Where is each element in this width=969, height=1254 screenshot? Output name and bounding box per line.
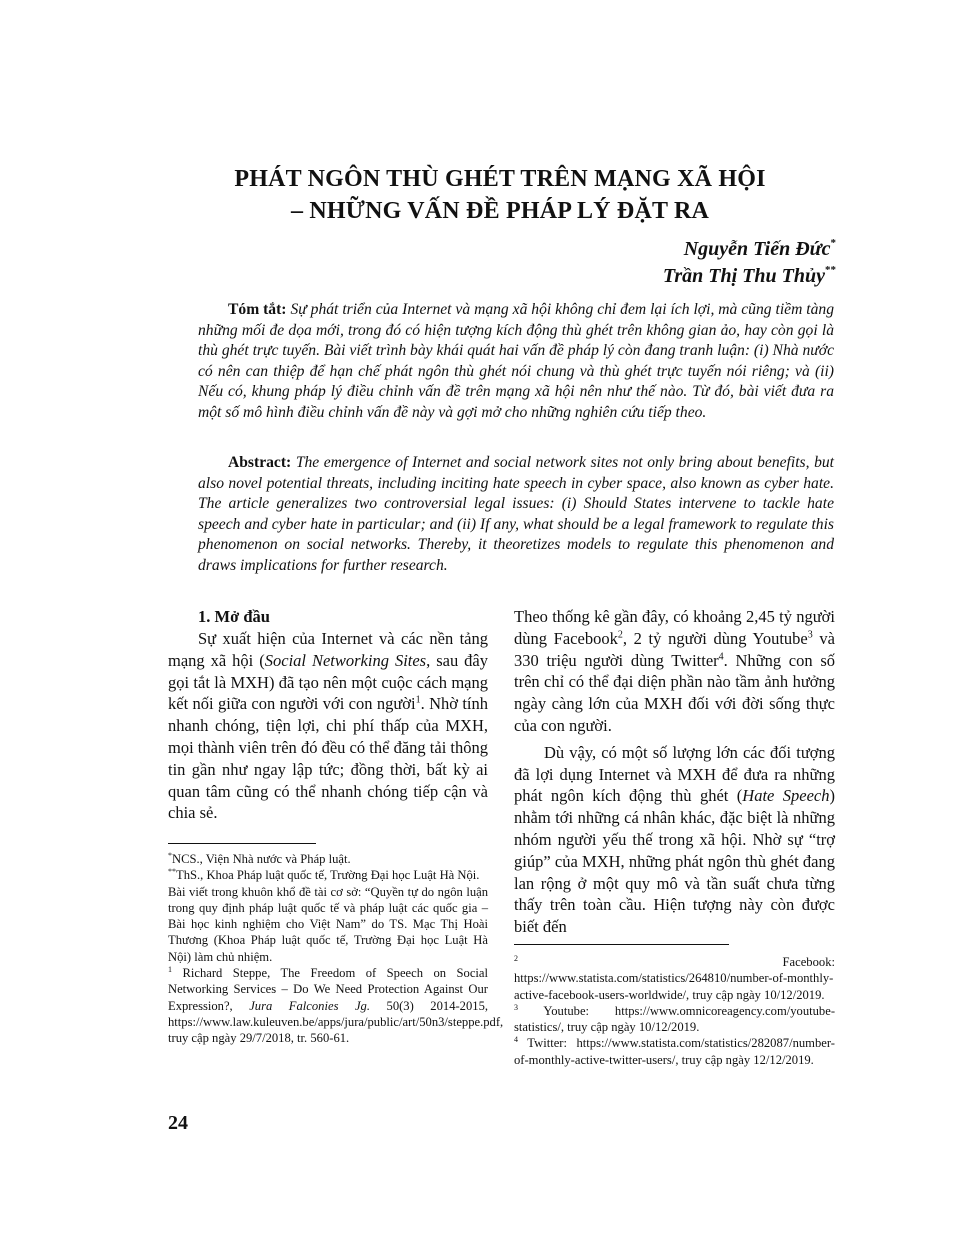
footnote-project: Bài viết trong khuôn khổ đề tài cơ sở: “Quyền tự do ngôn luận trong quy định pháp luật quốc tế và pháp luật các quốc gia – Bài học kinh nghiệm cho Việt Nam” do TS. Mạc Thị Hoài Thương (Khoa Pháp luật quốc tế, Trường Đại học Luật Hà Nội) làm chủ nhiệm. [168,884,488,964]
footnote-ref: 4 [718,651,724,663]
paper-title [160,163,840,227]
abstract-vietnamese-text: Sự phát triển của Internet và mạng xã hội không chỉ đem lại ích lợi, mà cũng tiềm tàng những mối đe dọa mới, trong đó có hiện tượng kích động thù ghét trên không gian ảo, hay còn gọi là thù ghét trực tuyến. Bài viết trình bày khái quát hai vấn đề pháp lý còn đang tranh luận: (i) Nhà nước có nên can thiệp để hạn chế phát ngôn thù ghét nói chung và thù ghét trực tuyến nói riêng; và (ii) Nếu có, khung pháp lý điều chỉnh vấn đề trên mạng xã hội nên như thế nào. Từ đó, bài viết đưa ra một số mô hình điều chỉnh vấn đề này và gợi mở cho những nghiên cứu tiếp theo. [198,301,834,421]
footnotes-left [168,850,504,1047]
footnote-ref: 3 [807,629,813,641]
author-list [663,236,836,290]
author-1: Nguyễn Tiến Đức* [683,237,836,260]
body-column-right [514,606,835,938]
abstract-vietnamese [198,300,834,424]
page-number: 24 [168,1112,188,1134]
paper-title-line-2: – NHỮNG VẤN ĐỀ PHÁP LÝ ĐẶT RA [290,198,710,224]
footnote-3: $^3$ Youtube: https://www.omnicoreagency.com/youtube-statistics/, truy cập ngày 10/12/2019. [514,1002,836,1035]
abstract-vietnamese-label: Tóm tắt: [228,301,287,318]
paragraph-statistics: Theo thống kê gần đây, có khoảng 2,45 tỷ người dùng Facebook$^2$, 2 tỷ người dùng Youtube$^3$ và 330 triệu người dùng Twitter$^4$. Những con số trên chỉ có thể đại diện phần nào tầm ảnh hưởng ngày càng lớn của MXH đối với đời sống thực của con người. [514,607,836,735]
paragraph-intro: Sự xuất hiện của Internet và các nền tảng mạng xã hội (Social Networking Sites, sau đây gọi tắt là MXH) đã tạo nên một cuộc cách mạng kết nối giữa con người với con người$^1$. Nhờ tính nhanh chóng, tiện lợi, chi phí thấp của MXH, mọi thành viên trên đó đều có thể đăng tải thông tin gần như ngay lập tức; đồng thời, bất kỳ ai quan tâm cũng có thể nhanh chóng tiếp cận và chia sẻ. [168,629,489,823]
abstract-english-label: Abstract: [228,454,292,471]
section-heading: 1. Mở đầu [198,607,270,626]
footnote-ref: 2 [617,629,623,641]
body-column-left [168,606,488,824]
footnote-ref: 1 [415,694,421,706]
footnote-divider-left [168,843,316,844]
footnotes-right [514,954,835,1068]
abstract-english-text: The emergence of Internet and social network sites not only bring about benefits, but also novel potential threats, including inciting hate speech in cyber space, also known as cyber hate. The article generalizes two controversial legal issues: (i) Should States intervene to tackle hate speech and cyber hate in particular; and (ii) If any, what should be a legal framework to regulate this phenomenon on social networks. Thereby, it theoretizes models to regulate this phenomenon and draws implications for further research. [198,454,834,574]
footnote-4: $^4$ Twitter: https://www.statista.com/statistics/282087/number-of-monthly-active-twitter-users/, truy cập ngày 12/12/2019. [514,1035,835,1067]
paper-title-line-1: PHÁT NGÔN THÙ GHÉT TRÊN MẠNG XÃ HỘI [234,166,766,192]
footnote-1: $^1$ Richard Steppe, The Freedom of Speech on Social Networking Services – Do We Need Protection Against Our Expression?, Jura Falconies Jg. 50(3) 2014-2015, https://www.law.kuleuven.be/apps/jura/public/art/50n3/steppe.pdf, truy cập ngày 29/7/2018, tr. 560-61. [168,964,504,1046]
author-2: Trần Thị Thu Thủy** [662,264,836,287]
footnote-2: $^2$ Facebook: https://www.statista.com/statistics/264810/number-of-monthly-active-facebook-users-worldwide/, truy cập ngày 10/12/2019. [514,953,835,1002]
footnote-author-1: *NCS., Viện Nhà nước và Pháp luật. [168,850,351,866]
paragraph-hate-speech: Dù vậy, có một số lượng lớn các đối tượng đã lợi dụng Internet và MXH để đưa ra những phát ngôn kích động thù ghét (Hate Speech) nhằm tới những cá nhân khác, đặc biệt là những nhóm người yếu thế trong xã hội. Nhờ sự “trợ giúp” của MXH, những phát ngôn thù ghét đang lan rộng ở một quy mô và tần suất chưa từng thấy trên toàn cầu. Hiện tượng này còn được biết đến [514,742,835,937]
abstract-english [198,453,834,577]
footnote-divider-right [514,944,729,945]
footnote-author-2: **ThS., Khoa Pháp luật quốc tế, Trường Đại học Luật Hà Nội. [168,867,480,883]
